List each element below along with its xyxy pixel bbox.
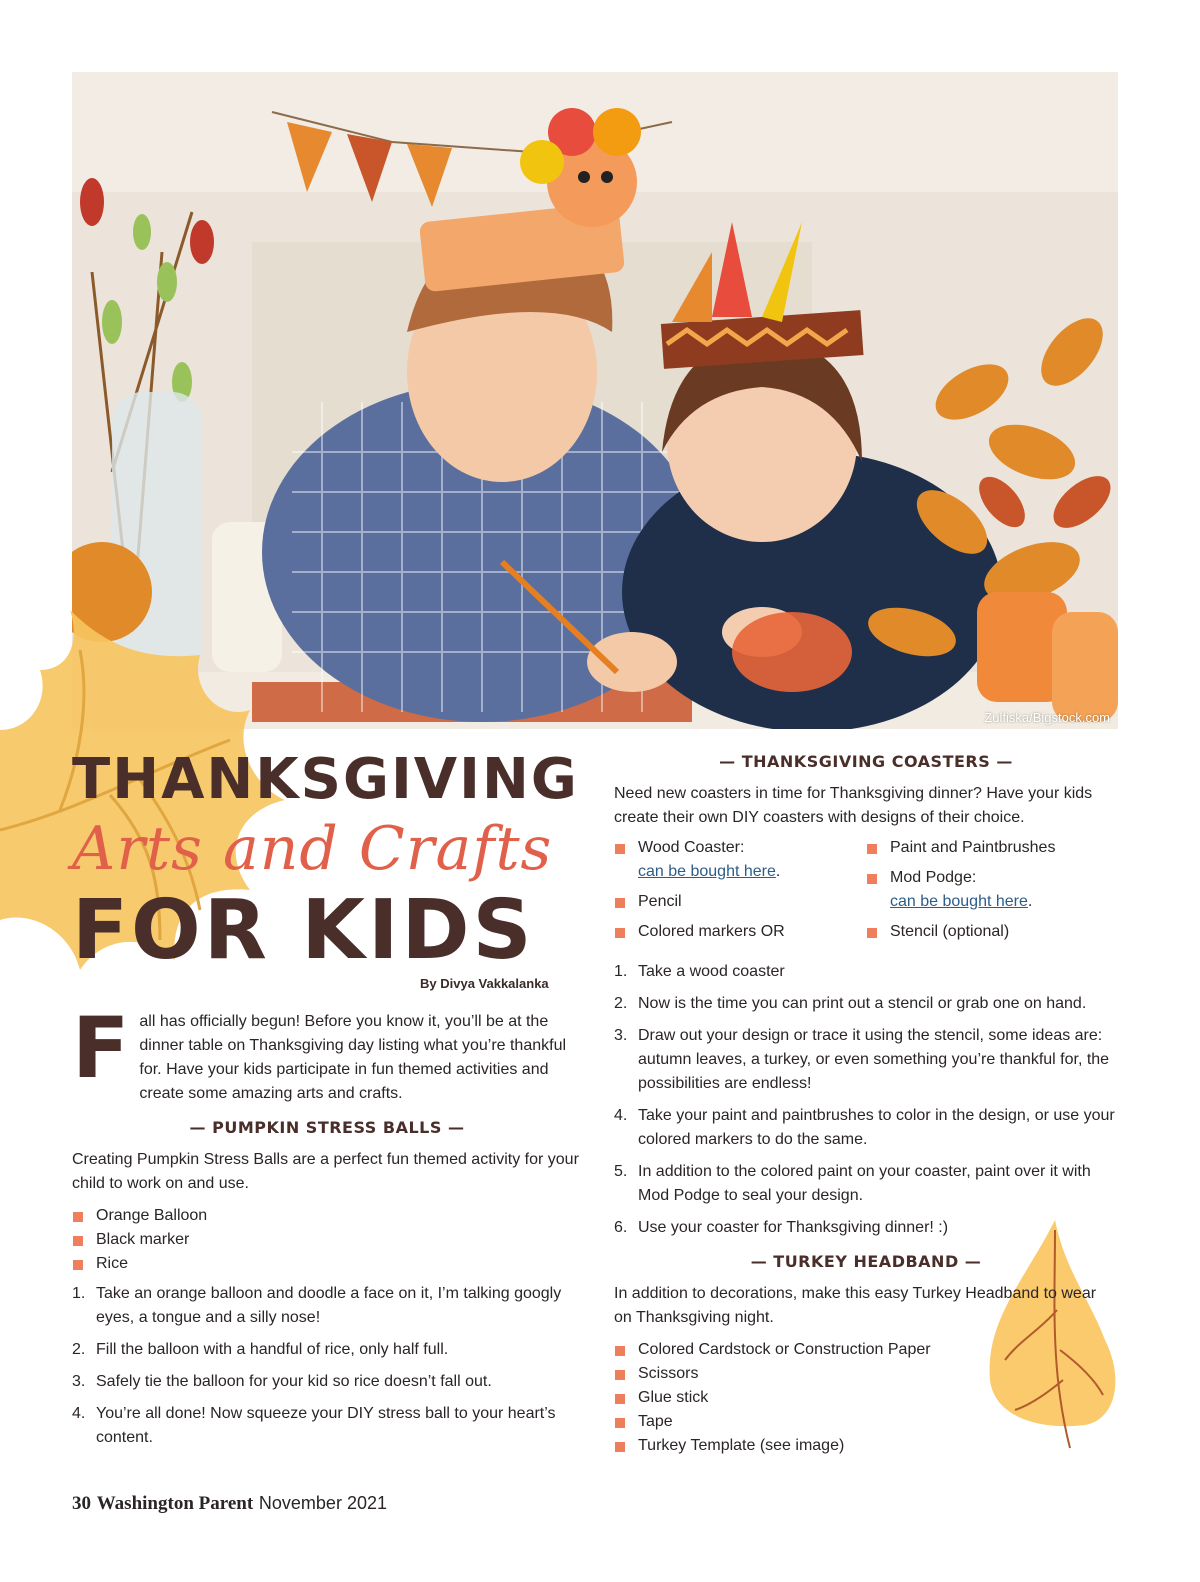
title-line-1: THANKSGIVING	[72, 747, 579, 812]
headband-description: In addition to decorations, make this easy Turkey Headband to wear on Thanksgiving night.	[614, 1285, 1097, 1326]
step-item: 3. Safely tie the balloon for your kid so rice doesn’t fall out.	[72, 1373, 492, 1390]
step-item: 4. You’re all done! Now squeeze your DIY stress ball to your heart’s content.	[72, 1405, 556, 1446]
intro-text: all has officially begun! Before you know it, you’ll be at the dinner table on Thanksgiving day listing what you’re thankful for. Have your kids participate in fun themed activities and create some amazing arts and crafts.	[139, 1013, 567, 1102]
coasters-materials-right	[866, 836, 1118, 950]
list-item: Colored Cardstock or Construction Paper	[614, 1338, 1118, 1362]
list-item: Tape	[614, 1410, 1118, 1434]
page-number: 30	[72, 1493, 91, 1514]
coasters-steps-list	[614, 960, 1118, 1240]
section-heading-coasters: — THANKSGIVING COASTERS —	[719, 752, 1013, 771]
list-item: Paint and Paintbrushes	[866, 836, 1118, 860]
drop-cap: F	[72, 999, 130, 1097]
page-footer	[72, 1493, 387, 1515]
step-item: 3. Draw out your design or trace it using the stencil, some ideas are: autumn leaves, a turkey, or even something you’re thankful for, the possibilities are endless!	[614, 1027, 1110, 1092]
list-item: Mod Podge: can be bought here.	[866, 866, 1118, 914]
photo-credit: Zulfiska/Bigstock.com	[984, 710, 1110, 725]
list-item: Glue stick	[614, 1386, 1118, 1410]
coasters-materials-left	[614, 836, 866, 950]
title-line-3: FOR KIDS	[72, 883, 535, 978]
mod-podge-link[interactable]: can be bought here	[890, 893, 1028, 910]
pumpkin-steps-list	[72, 1282, 582, 1450]
pumpkin-description: Creating Pumpkin Stress Balls are a perfect fun themed activity for your child to work on and use.	[72, 1151, 579, 1192]
list-item: Orange Balloon	[72, 1204, 582, 1228]
coasters-materials	[614, 836, 1118, 950]
pumpkin-materials-list	[72, 1204, 582, 1276]
list-item: Wood Coaster: can be bought here.	[614, 836, 866, 884]
left-column	[72, 999, 582, 1458]
list-item: Pencil	[614, 890, 866, 914]
intro-paragraph	[72, 999, 582, 1106]
step-item: 2. Fill the balloon with a handful of rice, only half full.	[72, 1341, 449, 1358]
list-item: Turkey Template (see image)	[614, 1434, 1118, 1458]
step-item: 1. Take a wood coaster	[614, 963, 785, 980]
step-item: 4. Take your paint and paintbrushes to color in the design, or use your colored markers to do the same.	[614, 1107, 1115, 1148]
section-heading-pumpkin: — PUMPKIN STRESS BALLS —	[189, 1118, 465, 1137]
step-item: 5. In addition to the colored paint on your coaster, paint over it with Mod Podge to seal your design.	[614, 1163, 1091, 1204]
byline: By Divya Vakkalanka	[420, 976, 549, 991]
step-item: 1. Take an orange balloon and doodle a face on it, I’m talking googly eyes, a tongue and a silly nose!	[72, 1285, 562, 1326]
title-line-2: Arts and Crafts	[72, 814, 553, 884]
list-item: Colored markers OR	[614, 920, 866, 944]
step-item: 2. Now is the time you can print out a stencil or grab one on hand.	[614, 995, 1087, 1012]
list-item: Black marker	[72, 1228, 582, 1252]
right-column	[614, 748, 1118, 1464]
wood-coaster-link[interactable]: can be bought here	[638, 863, 776, 880]
list-item: Stencil (optional)	[866, 920, 1118, 944]
issue-date: November 2021	[258, 1493, 387, 1513]
section-heading-headband: — TURKEY HEADBAND —	[750, 1252, 982, 1271]
step-item: 6. Use your coaster for Thanksgiving dinner! :)	[614, 1219, 949, 1236]
list-item: Scissors	[614, 1362, 1118, 1386]
publication-name: Washington Parent	[96, 1493, 254, 1514]
headband-materials-list	[614, 1338, 1118, 1458]
coasters-description: Need new coasters in time for Thanksgiving dinner? Have your kids create their own DIY coasters with designs of their choice.	[614, 785, 1093, 826]
article-title	[72, 747, 592, 978]
list-item: Rice	[72, 1252, 582, 1276]
